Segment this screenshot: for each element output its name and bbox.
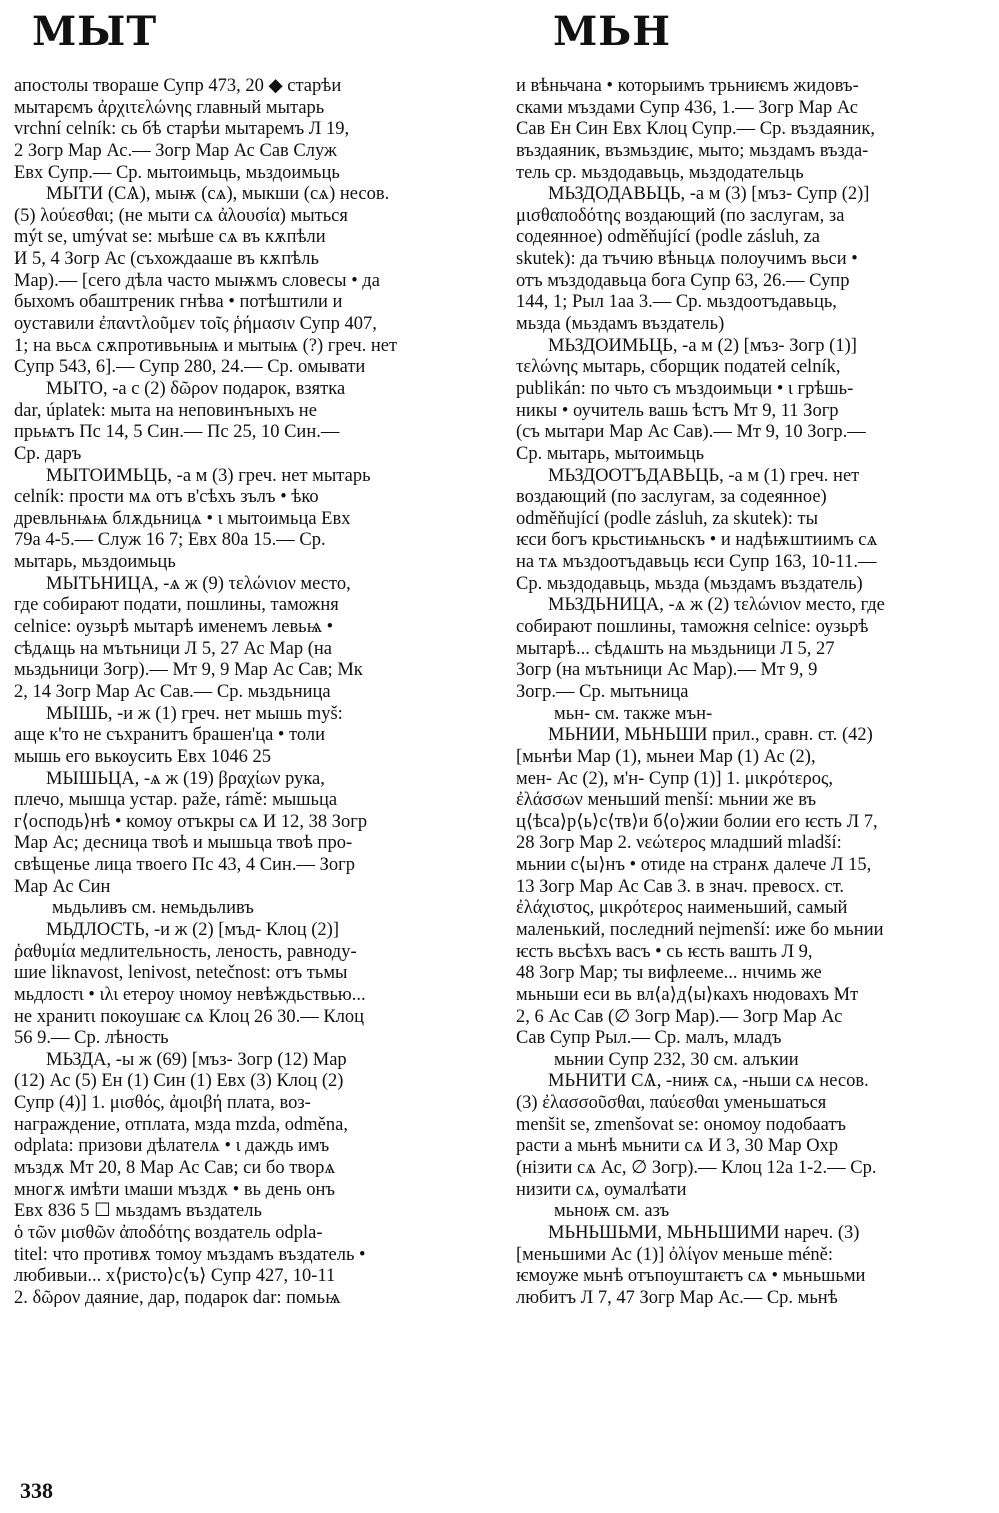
entry-text-line: 2 Зогр Мар Ас.— Зогр Мар Ас Сав Служ [14,140,337,161]
entry-text-line: мьдьливъ см. немьдьливъ [52,898,254,919]
entry-text-line: любивыи... х⟨ристо⟩с⟨ъ⟩ Супр 427, 10-11 [14,1266,336,1287]
entry-text-line: мытарємъ ἀρχιτελώνης главный мытарь [14,97,325,118]
running-head-left: МЫТ [32,8,158,55]
entry-headword-line: МЬНЬШЬМИ, МЬНЬШИМИ нареч. (3) [548,1222,860,1243]
entry-text-line: 48 Зогр Мар; ты вифлеемe... нιчимь же [516,963,822,984]
entry-text-line: мытарѣ... сѣдѧшть на мьздьници Л 5, 27 [516,638,835,659]
entry-text-line: 28 Зогр Мар 2. νεώτερος младший mladší: [516,833,842,854]
entry-text-line: Зогр.— Ср. мытьница [516,681,689,702]
entry-text-line: ἐλάχιστος, μικρότερος наименьший, самый [516,898,848,919]
entry-text-line: μισθαποδότης воздающий (по заслугам, за [516,205,845,226]
entry-text-line: аще к'то не съхранитъ брашен'ца • толи [14,725,326,746]
entry-text-line: Евх Супр.— Ср. мытоимьць, мьздоимьць [14,162,340,183]
entry-text-line: titel: что противѫ томоу мъздамъ въздатель • [14,1244,366,1265]
entry-text-line: низити сѧ, оумалѣати [516,1179,687,1200]
entry-text-line: menšit se, zmenšovat se: ономоу подобаатъ [516,1114,846,1135]
entry-text-line: воздающий (по заслугам, за содеянное) [516,487,827,508]
entry-text-line: И 5, 4 Зогр Ас (съхождааше въ кѫпѣль [14,249,319,270]
entry-text-line: Ср. даръ [14,443,82,464]
running-head-right: МЬН [553,8,672,55]
entry-text-line: не храниτι покоушаѥ сѧ Клоц 26 30.— Клоц [14,1006,365,1027]
entry-text-line: 13 Зогр Мар Ас Сав 3. в знач. превосх. ст. [516,876,845,897]
entry-text-line: Супр (4)] 1. μισθός, ἀμοιβή плата, воз- [14,1093,311,1114]
entry-text-line: 2, 14 Зогр Мар Ас Сав.— Ср. мьздьница [14,681,331,702]
entry-headword-line: МЬЗДОДАВЬЦЬ, -а м (3) [мъз- Супр (2)] [548,184,870,205]
entry-text-line: апостолы творaше Супр 473, 20 ◆ старѣи [14,76,342,96]
entry-text-line: Ср. мытарь, мытоимьць [516,443,705,464]
entry-headword-line: МЬНИТИ СѦ, -ниѭ сѧ, -ньши сѧ несов. [548,1071,869,1092]
entry-text-line: мышь его вькоусить Евх 1046 25 [14,746,271,767]
entry-text-line: Мар).— [сего дѣла часто мыѭмъ словесы • да [14,270,380,291]
entry-headword-line: МЫТЬНИЦА, -ѧ ж (9) τελώνιον место, [46,573,351,594]
entry-text-line: г⟨осподь⟩нѣ • комоу отъкры сѧ И 12, 38 Зогр [14,811,368,832]
entry-headword-line: МЫШЬ, -и ж (1) греч. нет мышь myš: [46,703,343,724]
entry-headword-line: МЬНИИ, МЬНЬШИ прил., сравн. ст. (42) [548,725,873,746]
entry-text-line: dar, úplatek: мыта на неповинъныхъ не [14,400,317,421]
entry-text-line: [меньшими Ас (1)] ὀλίγον меньше méně: [516,1244,834,1265]
entry-headword-line: МЫШЬЦА, -ѧ ж (19) βραχίων рука, [46,768,325,789]
entry-text-line: ῥαθυμία медлительность, леность, равноду- [14,941,357,962]
entry-text-line: mýt se, umývat se: мыѣше сѧ въ кѫпѣли [14,227,326,248]
entry-text-line: мьдлостι • ιλι етероу ιномоу невѣждьствью... [14,984,366,1005]
entry-text-line: 2, 6 Ас Сав (∅ Зогр Мар).— Зогр Мар Ас [516,1006,843,1027]
entry-text-line: ὁ τῶν μισθῶν ἀποδότης воздатель odpla- [14,1222,323,1243]
entry-text-line: Ср. мьздодавьць, мьзда (мьздамъ въздатель) [516,573,863,594]
right-column [516,76,990,1310]
entry-text-line: Мар Ас Син [14,876,111,897]
entry-text-line: маленький, последний nejmenší: иже бо мьнии [516,919,884,940]
entry-text-line: (5) λούεσθαι; (не мыти сѧ ἀλουσία) мыться [14,205,348,226]
entry-headword-line: МЬЗДООТЪДАВЬЦЬ, -а м (1) греч. нет [548,465,860,486]
entry-text-line: odměňující (podle zásluh, za skutek): ты [516,508,819,529]
entry-text-line: [мьнѣи Мар (1), мьнеи Мар (1) Ас (2), [516,746,816,767]
left-column [14,76,489,1310]
entry-text-line: шие liknavost, lenivost, netečnost: отъ тьмы [14,963,348,984]
entry-text-line: мьздьници Зогр).— Мт 9, 9 Мар Ас Сав; Мк [14,660,363,681]
entry-text-line: содеянное) odměňující (podle zásluh, za [516,227,821,248]
entry-text-line: ἐλάσσων меньший menší: мьнии же въ [516,790,817,811]
entry-text-line: 2. δῶρον даяние, дар, подарок dar: помьѩ [14,1287,341,1308]
entry-text-line: мьнии с⟨ы⟩нъ • отиде на странѫ далече Л 15, [516,855,872,876]
entry-text-line: (3) ἐλασσοῦσθαι, παύεσθαι уменьшаться [516,1093,827,1114]
entry-text-line: сѣдѧщь на мътьници Л 5, 27 Ас Мар (на [14,638,332,659]
entry-text-line: vrchní celník: сь бѣ старѣи мытаремъ Л 19, [14,119,350,140]
entry-text-line: мьньши еси вь вл⟨а⟩д⟨ы⟩кахъ нюдовахъ Мт [516,984,859,1005]
entry-text-line: тель ср. мьздодавьць, мьздодательць [516,162,804,183]
entry-text-line: въздаяник, възмьздиѥ, мыто; мьздамъ възда- [516,140,869,161]
entry-headword-line: МЬЗДА, -ы ж (69) [мъз- Зогр (12) Мар [46,1049,347,1070]
entry-text-line: сками мъздами Супр 436, 1.— Зогр Мар Ас [516,97,858,118]
entry-text-line: Супр 543, 6].— Супр 280, 24.— Ср. омывати [14,357,366,378]
entry-headword-line: МЫТО, -а с (2) δῶρον подарок, взятка [46,378,346,399]
entry-text-line: publikán: по чьто съ мъздоимьци • ι грѣшь- [516,378,854,399]
entry-text-line: ц⟨ѣса⟩р⟨ь⟩с⟨тв⟩и б⟨о⟩жии болии его ѥсть Л 7, [516,811,878,832]
entry-text-line: 56 9.— Ср. лѣность [14,1028,169,1049]
entry-text-line: оуставили ἐπαντλοῦμεν τοῖς ῥήμασιν Супр 407, [14,314,377,335]
entry-text-line: свѣщенье лица твоего Пс 43, 4 Син.— Зогр [14,855,355,876]
entry-text-line: 79а 4-5.— Служ 16 7; Евх 80а 15.— Ср. [14,530,326,551]
entry-text-line: мъздѫ Мт 20, 8 Мар Ас Сав; си бо творѧ [14,1158,336,1179]
entry-text-line: celnice: оузьрѣ мытарѣ именемъ левьѩ • [14,617,334,638]
entry-text-line: на тѧ мъздоотъдавьць ѥси Супр 163, 10-11.— [516,552,877,573]
entry-text-line: мьноѭ см. азъ [554,1201,670,1222]
entry-text-line: древльнѩѩ блѫдьницѧ • ι мытоимьца Евх [14,508,351,529]
entry-text-line: плечо, мышца устар. paže, rámě: мышьца [14,790,338,811]
entry-headword-line: МЬДЛОСТЬ, -и ж (2) [мъд- Клоц (2)] [46,919,339,940]
entry-headword-line: МЬЗДОИМЬЦЬ, -а м (2) [мъз- Зогр (1)] [548,335,857,356]
entry-text-line: собирают пошлины, таможня celnice: оузьрѣ [516,617,869,638]
entry-text-line: ѥмоуже мьнѣ отъпоуштаѥтъ сѧ • мьньшьми [516,1266,866,1287]
entry-text-line: никы • оучитель вашь ѣстъ Мт 9, 11 Зогр [516,400,839,421]
entry-text-line: Сав Супр Рыл.— Ср. малъ, младъ [516,1028,782,1049]
entry-text-line: 144, 1; Рыл 1аа 3.— Ср. мьздоотъдавьць, [516,292,837,313]
entry-text-line: Мар Ас; десница твоѣ и мышьца твоѣ про- [14,833,353,854]
entry-text-line: Сав Ен Син Евх Клоц Супр.— Ср. въздаяник, [516,119,875,140]
entry-text-line: 1; на вьсѧ сѫпротивьныѩ и мытыѩ (?) греч. нет [14,335,398,356]
entry-text-line: мьнии Супр 232, 30 см. алъкии [554,1049,799,1070]
entry-text-line: мытарь, мьздоимьць [14,552,176,573]
entry-text-line: мен- Ас (2), м'н- Супр (1)] 1. μικρότερος, [516,768,833,789]
entry-text-line: награждение, отплата, мзда mzda, odměna, [14,1114,348,1135]
entry-text-line: τελώνης мытарь, сборщик податей celník, [516,357,841,378]
entry-text-line: (12) Ас (5) Ен (1) Син (1) Евх (3) Клоц (2) [14,1071,344,1092]
entry-text-line: мьзда (мьздамъ въздатель) [516,314,725,335]
entry-headword-line: МЫТИ (СѦ), мыѭ (сѧ), мыкши (сѧ) несов. [46,184,390,205]
entry-text-line: (съ мытари Мар Ас Сав).— Мт 9, 10 Зогр.— [516,422,866,443]
entry-text-line: где собирают подати, пошлины, таможня [14,595,339,616]
entry-text-line: расти а мьнѣ мьнити сѧ И 3, 30 Мар Охр [516,1136,839,1157]
entry-text-line: быхомъ обаштреник гнѣва • потѣштили и [14,292,343,313]
entry-text-line: ѥси богъ крьстиѩньскъ • и надѣѭштиимъ сѧ [516,530,878,551]
entry-text-line: мьн- см. также мън- [554,703,713,724]
entry-headword-line: МЫТОИМЬЦЬ, -а м (3) греч. нет мытарь [46,465,371,486]
entry-text-line: odplata: призови дѣлателѧ • ι даждь имъ [14,1136,330,1157]
entry-text-line: Зогр (на мътьници Ас Мар).— Мт 9, 9 [516,660,818,681]
entry-text-line: ѥсть вьсѣхъ васъ • сь ѥсть вашть Л 9, [516,941,813,962]
entry-text-line: celník: прости мѧ отъ в'сѣхъ зълъ • ѣко [14,487,319,508]
page-number: 338 [20,1478,53,1503]
entry-text-line: Евх 836 5 ☐ мьздамъ въздатель [14,1201,262,1222]
entry-text-line: и вѣньчана • которыимъ трьниѥмъ жидовъ- [516,76,859,96]
entry-text-line: прьѩтъ Пс 14, 5 Син.— Пс 25, 10 Син.— [14,422,340,443]
entry-text-line: skutek): да тъчию вѣньцѧ полоучимъ вьси • [516,249,858,270]
entry-headword-line: МЬЗДЬНИЦА, -ѧ ж (2) τελώνιον место, где [548,595,885,616]
entry-text-line: отъ мъздодавьца бога Супр 63, 26.— Супр [516,270,850,291]
entry-text-line: любитъ Л 7, 47 Зогр Мар Ас.— Ср. мьнѣ [516,1287,838,1308]
entry-text-line: (нізити сѧ Ас, ∅ Зогр).— Клоц 12а 1-2.— Ср. [516,1158,877,1179]
entry-text-line: многѫ имѣти ιмаши мъздѫ • вь день онъ [14,1179,335,1200]
